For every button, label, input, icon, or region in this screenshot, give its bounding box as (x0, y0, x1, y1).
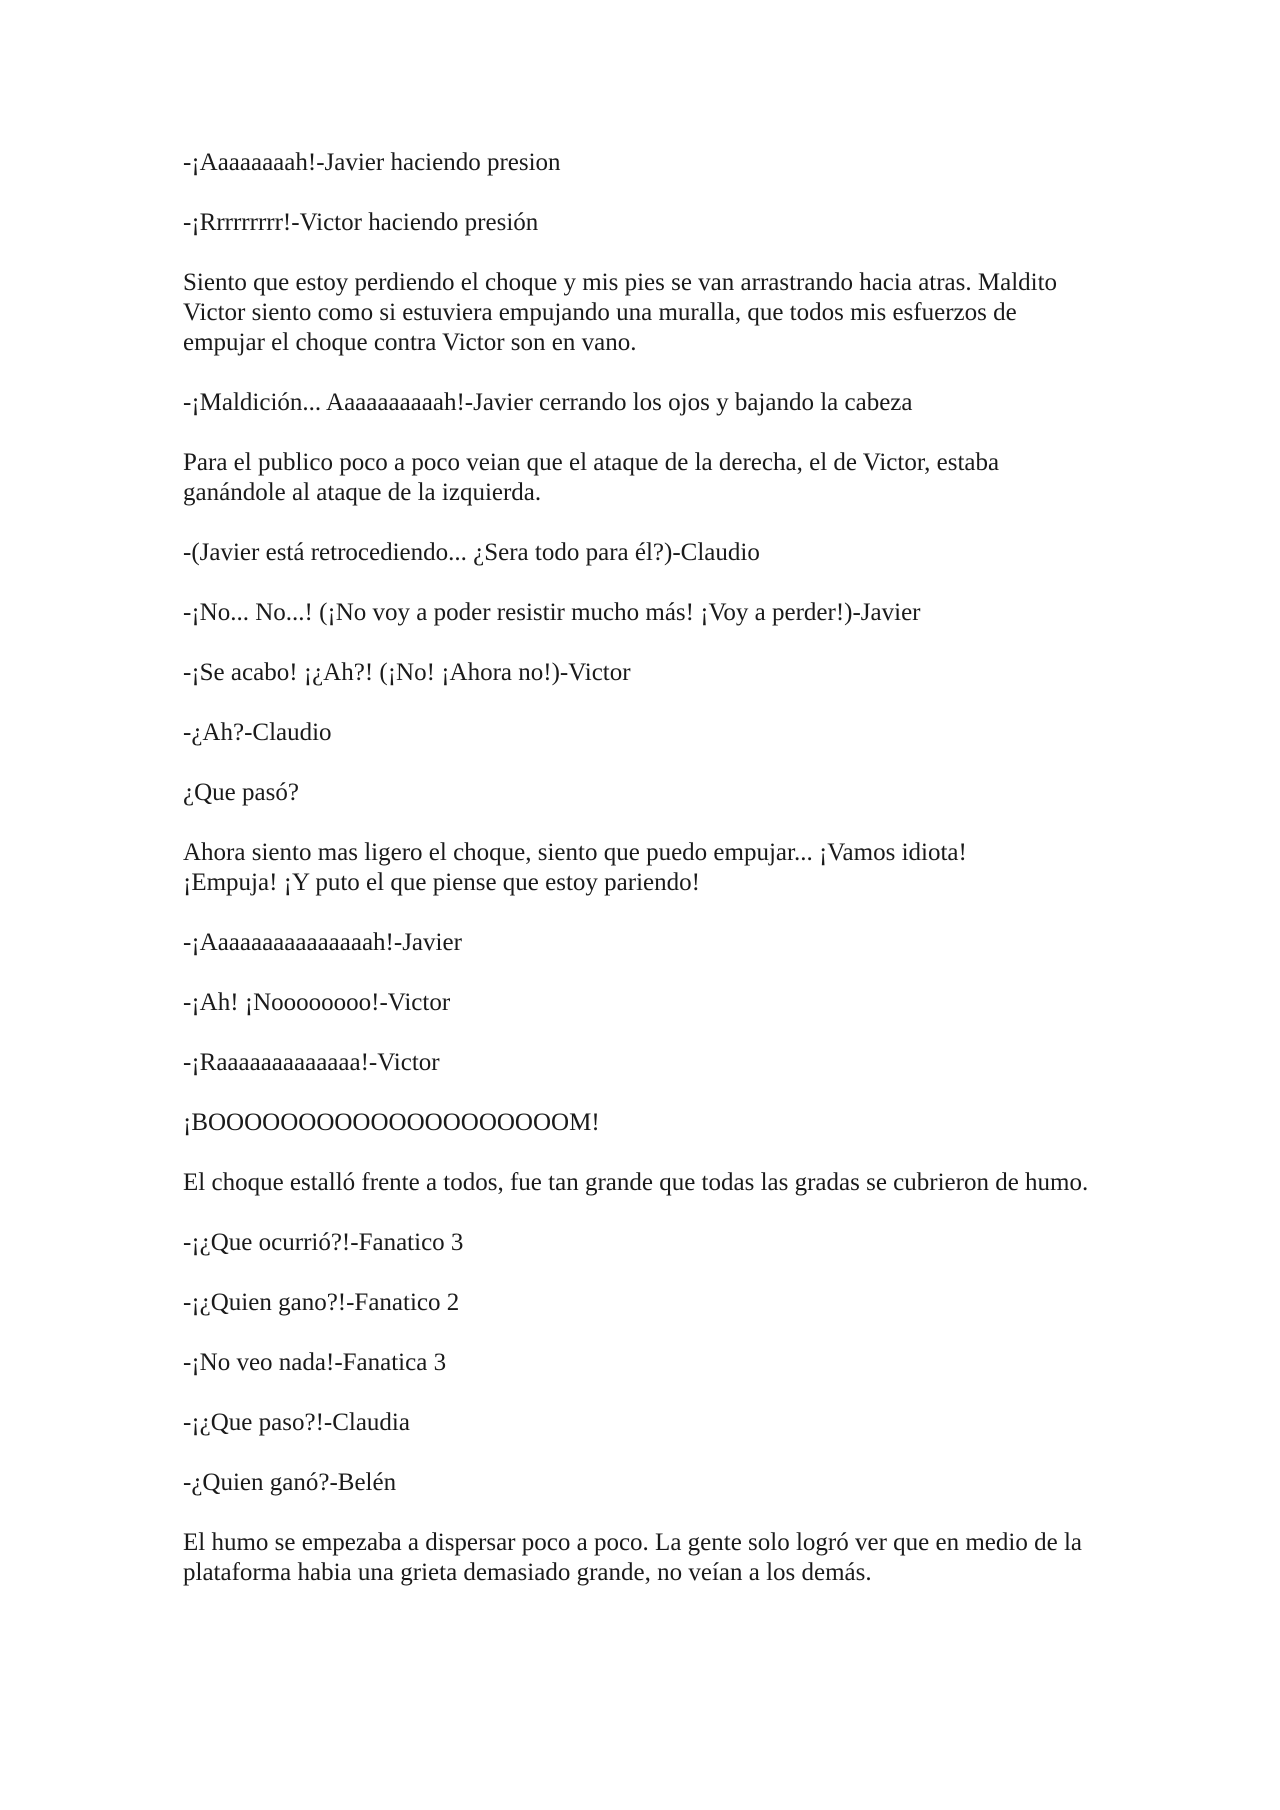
paragraph: -¡Ah! ¡Noooooooo!-Victor (183, 989, 451, 1016)
paragraph: -¡¿Quien gano?!-Fanatico 2 (183, 1289, 460, 1316)
paragraph: -¡Raaaaaaaaaaaaa!-Victor (183, 1049, 440, 1076)
paragraph: -(Javier está retrocediendo... ¿Sera todo para él?)-Claudio (183, 539, 760, 566)
paragraph: -¡¿Que ocurrió?!-Fanatico 3 (183, 1229, 464, 1256)
paragraph: ¿Que pasó? (183, 779, 299, 806)
paragraph: -¿Quien ganó?-Belén (183, 1469, 397, 1496)
paragraph: -¡No veo nada!-Fanatica 3 (183, 1349, 447, 1376)
paragraph: -¡Maldición... Aaaaaaaaaah!-Javier cerrando los ojos y bajando la cabeza (183, 389, 913, 416)
paragraph: -¡Aaaaaaaah!-Javier haciendo presion (183, 149, 561, 176)
paragraph: Siento que estoy perdiendo el choque y mis pies se van arrastrando hacia atras. Maldito Victor siento como si estuviera empujando una muralla, que todos mis esfuerzos de empujar el choque contra Victor son en vano. (183, 269, 1063, 356)
document-body (183, 148, 1103, 1618)
paragraph: -¡No... No...! (¡No voy a poder resistir mucho más! ¡Voy a perder!)-Javier (183, 599, 921, 626)
paragraph: -¡Aaaaaaaaaaaaaaah!-Javier (183, 929, 462, 956)
paragraph: -¿Ah?-Claudio (183, 719, 332, 746)
paragraph: Ahora siento mas ligero el choque, siento que puedo empujar... ¡Vamos idiota! ¡Empuja! ¡Y puto el que piense que estoy pariendo! (183, 839, 967, 896)
paragraph: -¡Se acabo! ¡¿Ah?! (¡No! ¡Ahora no!)-Victor (183, 659, 631, 686)
paragraph: Para el publico poco a poco veian que el ataque de la derecha, el de Victor, estaba ganándole al ataque de la izquierda. (183, 449, 1006, 506)
paragraph: El choque estalló frente a todos, fue tan grande que todas las gradas se cubrieron de humo. (183, 1169, 1089, 1196)
paragraph: El humo se empezaba a dispersar poco a poco. La gente solo logró ver que en medio de la plataforma habia una grieta demasiado grande, no veían a los demás. (183, 1529, 1089, 1586)
paragraph: -¡Rrrrrrrrr!-Victor haciendo presión (183, 209, 539, 236)
paragraph: -¡¿Que paso?!-Claudia (183, 1409, 410, 1436)
paragraph: ¡BOOOOOOOOOOOOOOOOOOOOM! (183, 1109, 600, 1136)
